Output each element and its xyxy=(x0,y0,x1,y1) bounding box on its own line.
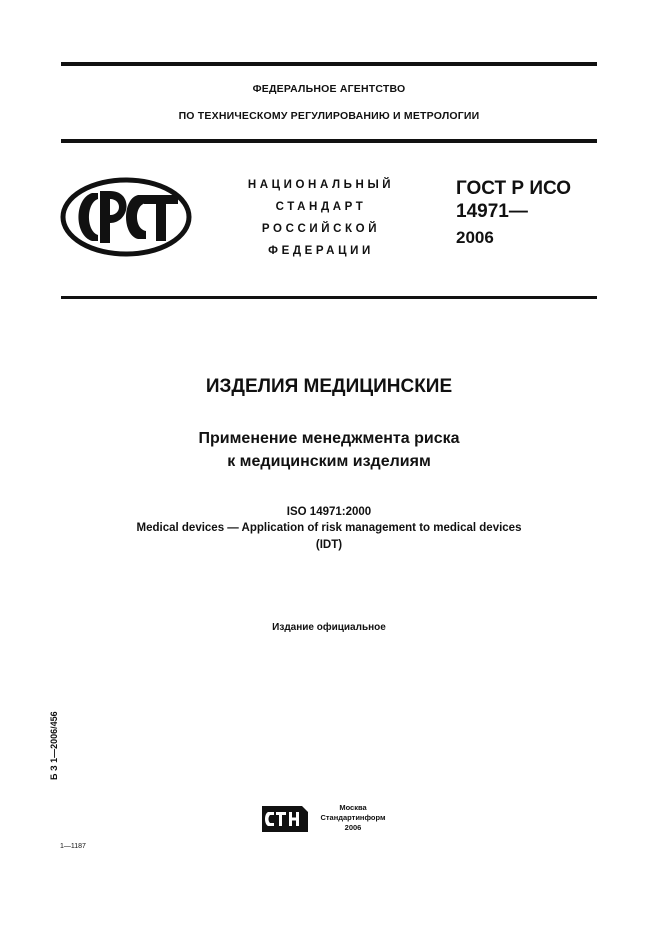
agency-line-1: ФЕДЕРАЛЬНОЕ АГЕНТСТВО xyxy=(252,83,406,95)
standartinform-logo-icon xyxy=(262,804,308,834)
designation-line-3: 2006 xyxy=(456,228,494,247)
designation-line-2: 14971— xyxy=(456,201,528,222)
iso-title: Medical devices — Application of risk management to medical devices xyxy=(136,522,522,534)
document-subtitle-line-1: Применение менеджмента риска xyxy=(198,430,460,447)
document-subtitle-line-2: к медицинским изделиям xyxy=(227,453,431,470)
standard-type-line-2: СТАНДАРТ xyxy=(275,201,367,213)
publisher-city: Москва xyxy=(339,803,367,812)
footer-order-code: 1—1187 xyxy=(60,843,86,850)
standard-type-line-3: РОССИЙСКОЙ xyxy=(261,223,381,235)
masthead-bottom-rule xyxy=(61,296,597,299)
standard-type-line-4: ФЕДЕРАЦИИ xyxy=(268,245,374,257)
edition-label: Издание официальное xyxy=(272,622,386,633)
agency-line-2: ПО ТЕХНИЧЕСКОМУ РЕГУЛИРОВАНИЮ И МЕТРОЛОГИИ xyxy=(178,110,480,122)
publisher-year: 2006 xyxy=(344,823,362,832)
iso-equivalence: (IDT) xyxy=(315,539,343,551)
designation-line-1: ГОСТ Р ИСО xyxy=(456,178,572,199)
standard-type-line-1: НАЦИОНАЛЬНЫЙ xyxy=(247,179,395,191)
publisher-name: Стандартинформ xyxy=(320,813,386,822)
rst-certification-logo-icon xyxy=(60,177,192,257)
header-rule xyxy=(61,139,597,143)
iso-number: ISO 14971:2000 xyxy=(286,506,372,518)
side-registration-code: Б З 1—2006/456 xyxy=(49,711,59,780)
document-title: ИЗДЕЛИЯ МЕДИЦИНСКИЕ xyxy=(205,376,453,397)
top-rule xyxy=(61,62,597,66)
